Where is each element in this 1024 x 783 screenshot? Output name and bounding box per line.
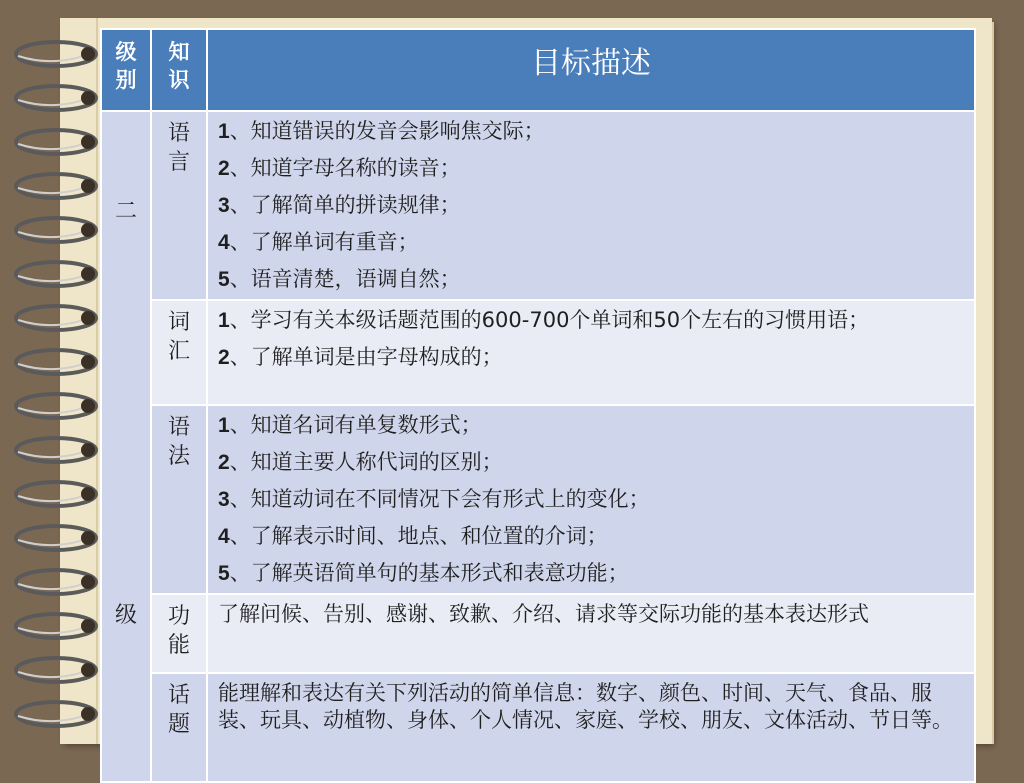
knowledge-label: 词汇 [167,310,190,364]
level-text-bottom: 级 [114,603,137,628]
list-item: 了解问候、告别、感谢、致歉、介绍、请求等交际功能的基本表达形式 [218,602,869,626]
knowledge-cell [151,405,207,594]
knowledge-label: 语法 [167,415,190,469]
list-item: 能理解和表达有关下列活动的简单信息：数字、颜色、时间、天气、食品、服装、玩具、动植物、身体、个人情况、家庭、学校、朋友、文体活动、节日等。 [218,681,953,732]
knowledge-cell [151,300,207,405]
description-cell [207,594,975,673]
header-goal-text: 目标描述 [531,46,651,81]
description-cell [207,111,975,300]
knowledge-label: 功能 [167,604,190,658]
list-item: 5、语音清楚，语调自然； [218,267,461,291]
list-item: 2、知道主要人称代词的区别； [218,450,503,474]
spiral-binding-icon [0,0,110,768]
list-item: 4、了解单词有重音； [218,230,419,254]
table-row [101,300,975,405]
list-item: 2、知道字母名称的读音； [218,156,461,180]
list-item: 1、知道名词有单复数形式； [218,413,482,437]
table-header-row [101,29,975,111]
description-cell [207,300,975,405]
list-item: 5、了解英语简单句的基本形式和表意功能； [218,561,629,585]
header-level-text: 级别 [115,40,137,92]
level-text-top: 二 [114,199,137,224]
table-row [101,405,975,594]
list-item: 4、了解表示时间、地点、和位置的介词； [218,524,608,548]
knowledge-cell [151,111,207,300]
list-item: 1、知道错误的发音会影响焦交际； [218,119,545,143]
knowledge-cell [151,594,207,673]
level-cell [101,111,151,782]
list-item: 1、学习有关本级话题范围的600-700个单词和50个左右的习惯用语； [218,308,870,332]
knowledge-label: 话题 [167,683,190,737]
table-row [101,111,975,300]
description-cell [207,405,975,594]
description-cell [207,673,975,782]
header-knowledge [151,29,207,111]
list-item: 3、知道动词在不同情况下会有形式上的变化； [218,487,650,511]
knowledge-cell [151,673,207,782]
header-knowledge-text: 知识 [168,40,190,92]
knowledge-label: 语言 [167,121,190,175]
list-item: 2、了解单词是由字母构成的； [218,345,503,369]
header-goal [207,29,975,111]
curriculum-table [100,28,976,783]
table-row [101,594,975,673]
list-item: 3、了解简单的拼读规律； [218,193,461,217]
header-level [101,29,151,111]
table-row [101,673,975,782]
